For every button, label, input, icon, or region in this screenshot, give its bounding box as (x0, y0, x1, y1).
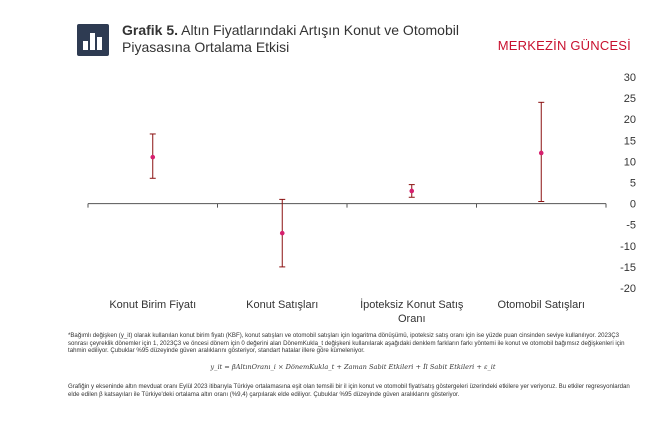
chart-area (0, 62, 656, 330)
bar-chart-icon (77, 24, 109, 56)
y-tick-label: -15 (620, 261, 636, 274)
y-tick-label: 0 (629, 198, 636, 211)
y-tick-label: 25 (623, 93, 636, 106)
chart-header (77, 22, 637, 62)
note-paragraph-2: Grafiğin y ekseninde altın mevduat oranı Eylül 2023 itibarıyla Türkiye ortalamasına eşit olan temsili bir il için konut ve otomobil fiyat/satış göstergeleri üzerindeki etkilere yer veriyoruz. Bu etkiler regresyonlardan elde edilen β katsayıları ile Türkiye'deki ortalama altın oranı (%9,4) çarpılarak elde ediliyor. Çubuklar %95 düzeyinde güven aralıklarını gösteriyor. (68, 383, 630, 398)
y-tick-label: 10 (623, 156, 636, 169)
y-tick-label: 15 (623, 135, 636, 148)
estimate-point (150, 155, 155, 160)
y-tick-label: 5 (629, 177, 636, 190)
title-text: Altın Fiyatlarındaki Artışın Konut ve Otomobil Piyasasına Ortalama Etkisi (122, 22, 459, 55)
y-tick-label: -10 (620, 240, 636, 253)
estimate-point (409, 189, 414, 194)
y-tick-label: -20 (620, 283, 636, 295)
y-tick-label: 30 (623, 72, 636, 84)
chart-notes (68, 332, 638, 404)
y-tick-label: 20 (623, 114, 636, 127)
title-label: Grafik 5. (122, 22, 179, 38)
x-category-label: Konut Satışları (246, 299, 319, 311)
estimate-point (280, 231, 285, 236)
x-category-label: Otomobil Satışları (497, 299, 585, 311)
note-paragraph-1: *Bağımlı değişken (y_it) olarak kullanılan konut birim fiyatı (KBF), konut satışları ve otomobil satışları için logaritma dönüşümü, ipoteksiz satış oranı için ise yüzde puan cinsinden seviye kullanılıyor. 2023Ç3 sonrası çeyreklik dönemler için 1, 2023Ç3 ve öncesi dönem için 0 değerini alan DönemKukla_t değişkeni kullanılarak aşağıdaki denklem farkların farkı yöntemi ile konut ve otomobil bağımsız değişkenleri için tahmin ediliyor. Çubuklar %95 düzeyinde güven aralıklarını gösteriyor, standart hatalar illere göre kümeleniyor. (68, 332, 625, 355)
brand-logo: MERKEZİN GÜNCESİ (497, 38, 631, 53)
x-category-label: Konut Birim Fiyatı (109, 299, 197, 311)
estimate-point (539, 151, 544, 156)
x-category-label: İpoteksiz Konut Satış Oranı (360, 299, 464, 325)
y-tick-label: -5 (626, 219, 636, 232)
regression-formula: y_it = βAltınOranı_i × DönemKukla_t + Zaman Sabit Etkileri + İl Sabit Etkileri + ε_it (210, 362, 496, 371)
chart-title (122, 22, 482, 56)
chart-marks (88, 72, 636, 325)
